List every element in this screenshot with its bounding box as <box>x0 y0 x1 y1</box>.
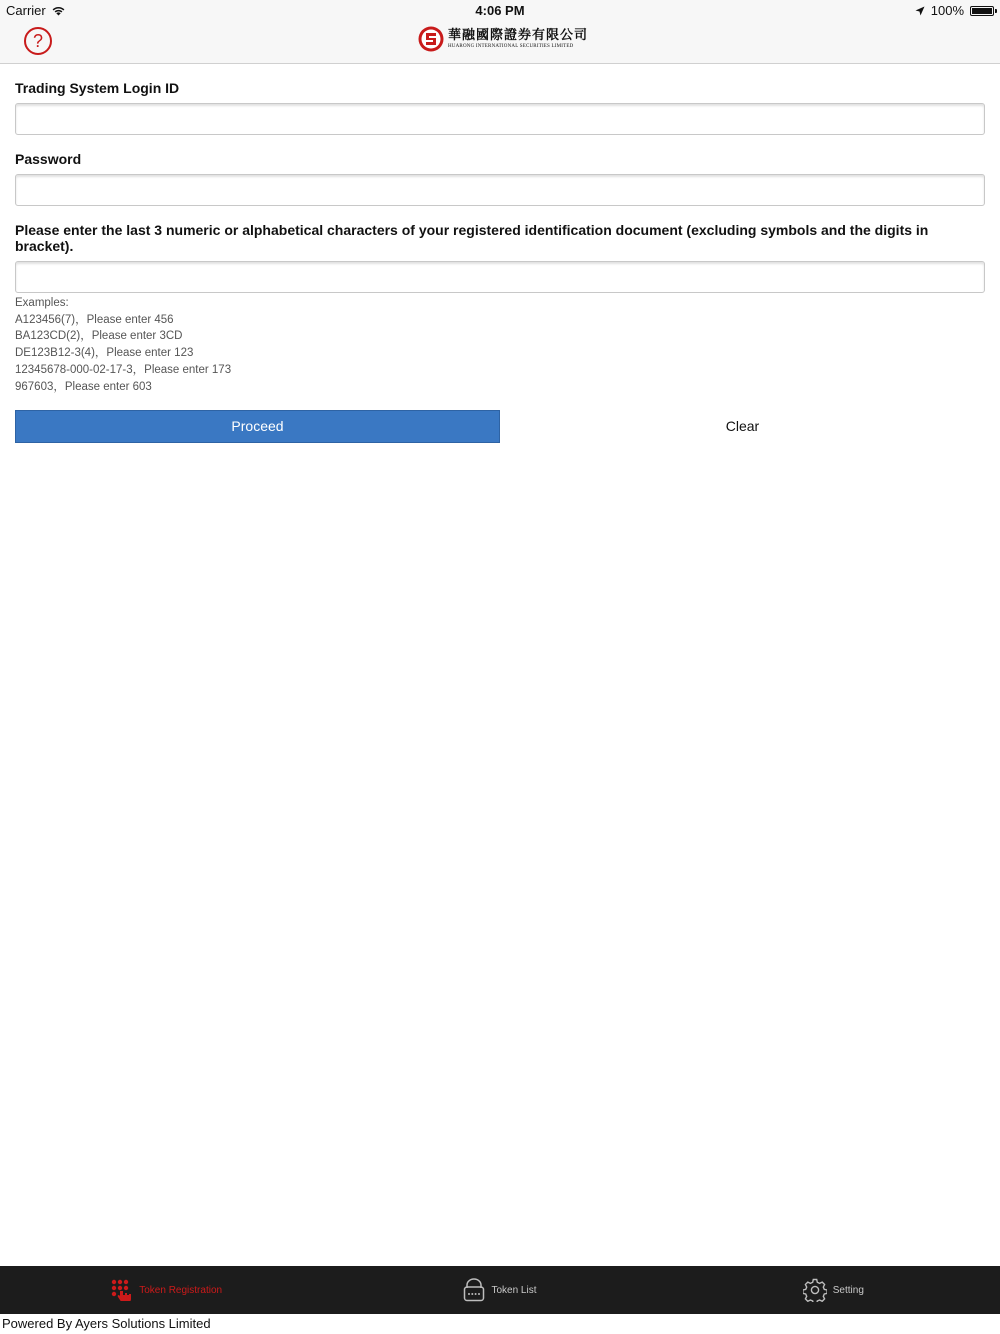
status-time: 4:06 PM <box>475 3 525 18</box>
keypad-hand-icon <box>111 1279 133 1301</box>
logo-text <box>448 28 588 50</box>
example-line: 12345678-000-02-17-3，Please enter 173 <box>15 363 232 376</box>
example-line: DE123B12-3(4)，Please enter 123 <box>15 347 194 360</box>
examples-title: Examples: <box>15 297 69 309</box>
tab-token-list[interactable] <box>333 1266 666 1314</box>
location-arrow-icon <box>915 6 925 16</box>
examples-hint <box>15 295 985 395</box>
tab-label: Token List <box>491 1284 537 1296</box>
proceed-button[interactable]: Proceed <box>15 410 500 443</box>
registration-form <box>15 64 985 443</box>
clear-button[interactable]: Clear <box>500 410 985 443</box>
carrier-label: Carrier <box>6 3 46 18</box>
tab-label: Setting <box>832 1284 864 1296</box>
logo-mark-icon <box>418 26 444 52</box>
example-line: BA123CD(2)，Please enter 3CD <box>15 330 183 343</box>
logo-english-name: HUARONG INTERNATIONAL SECURITIES LIMITED <box>448 44 574 49</box>
company-logo <box>418 26 588 52</box>
battery-icon <box>970 6 994 16</box>
login-id-input[interactable] <box>15 103 985 135</box>
password-label: Password <box>15 151 82 167</box>
tab-bar <box>0 1266 1000 1314</box>
tab-setting[interactable] <box>667 1266 1000 1314</box>
status-bar <box>0 0 1000 20</box>
gear-icon <box>803 1278 827 1302</box>
login-id-label: Trading System Login ID <box>15 80 180 96</box>
tab-label: Token Registration <box>139 1284 223 1296</box>
status-right <box>915 3 994 18</box>
form-buttons <box>15 410 985 443</box>
navigation-bar <box>0 20 1000 64</box>
powered-by-footer: Powered By Ayers Solutions Limited <box>2 1316 211 1331</box>
id-document-label: Please enter the last 3 numeric or alphabetical characters of your registered identification document (excluding symbols and the digits in bracket). <box>15 222 929 254</box>
help-button[interactable]: ? <box>24 27 52 55</box>
example-line: 967603，Please enter 603 <box>15 380 152 393</box>
token-device-icon <box>463 1278 485 1302</box>
id-document-input[interactable] <box>15 261 985 293</box>
logo-chinese-name: 華融國際證券有限公司 <box>448 28 589 43</box>
battery-percent: 100% <box>930 3 964 18</box>
tab-token-registration[interactable] <box>0 1266 333 1314</box>
password-input[interactable] <box>15 174 985 206</box>
example-line: A123456(7)，Please enter 456 <box>15 313 174 326</box>
